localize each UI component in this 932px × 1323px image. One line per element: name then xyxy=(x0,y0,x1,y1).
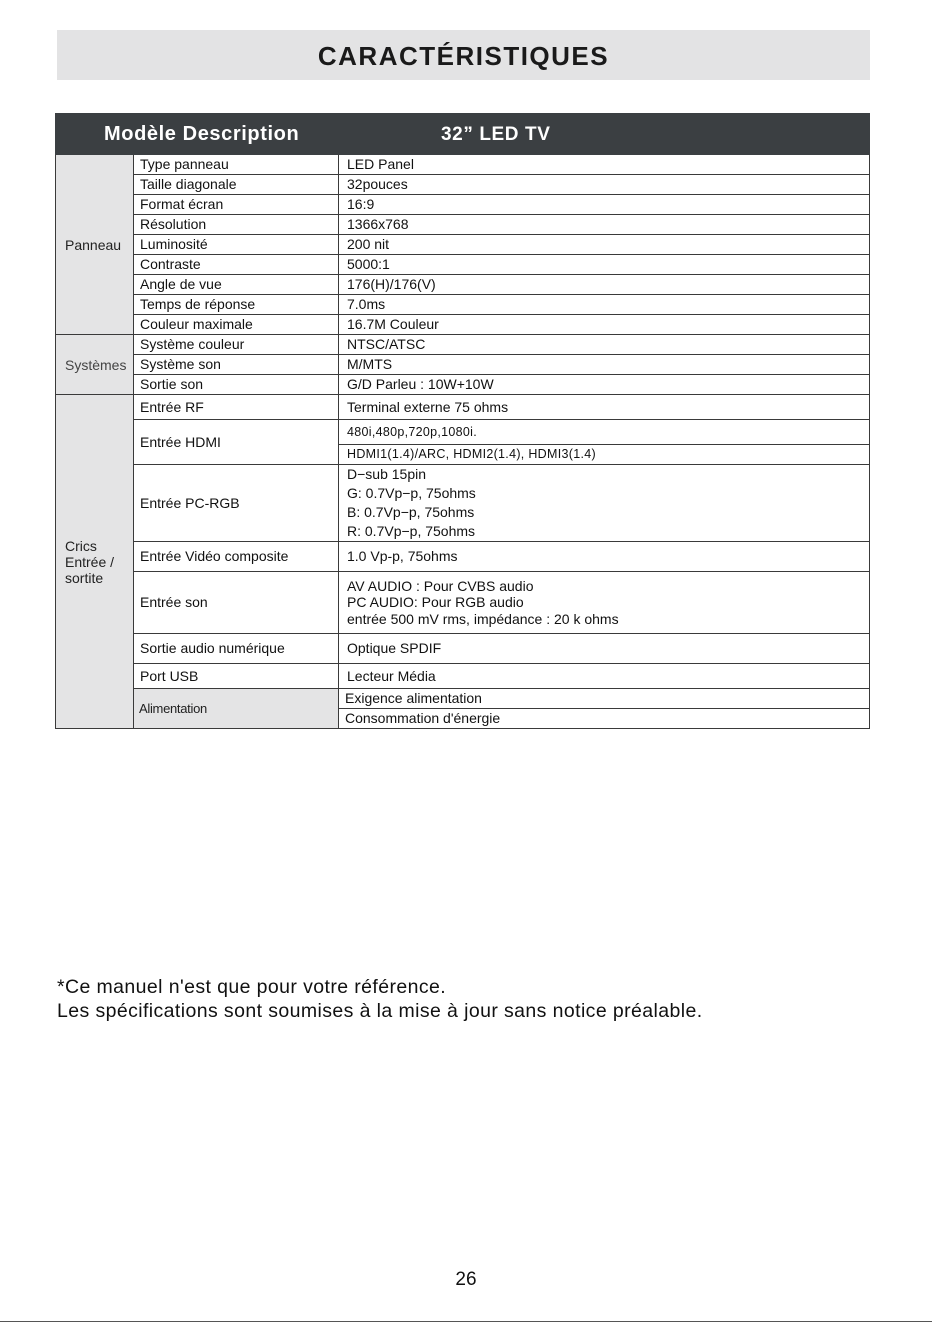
row-value-line: AV AUDIO : Pour CVBS audio xyxy=(347,577,534,594)
page-title: CARACTÉRISTIQUES xyxy=(317,41,610,71)
table-row xyxy=(56,572,870,634)
row-label: Entrée HDMI xyxy=(134,420,339,465)
table-row xyxy=(56,355,870,375)
group-power: Alimentation xyxy=(134,689,339,729)
row-value: 480i,480p,720p,1080i. xyxy=(339,420,870,445)
table-row xyxy=(56,315,870,335)
table-row xyxy=(56,155,870,175)
header-value: 32” LED TV xyxy=(339,114,870,155)
spec-table xyxy=(55,113,870,729)
table-row xyxy=(56,689,870,709)
table-row xyxy=(56,664,870,689)
table-row xyxy=(56,335,870,355)
table-row xyxy=(56,275,870,295)
row-label: Entrée Vidéo composite xyxy=(134,542,339,572)
row-value-multiline xyxy=(339,465,870,542)
row-label: Entrée son xyxy=(134,572,339,634)
row-label: Exigence alimentation xyxy=(339,689,870,709)
table-row xyxy=(56,465,870,542)
row-value: M/MTS xyxy=(339,355,870,375)
table-row xyxy=(56,235,870,255)
header-model: Modèle Description xyxy=(56,114,339,155)
row-label: Entrée PC-RGB xyxy=(134,465,339,542)
row-value-line: D−sub 15pin xyxy=(347,466,427,482)
row-label: Format écran xyxy=(134,195,339,215)
table-row xyxy=(56,175,870,195)
row-value: Terminal externe 75 ohms xyxy=(339,395,870,420)
table-row xyxy=(56,295,870,315)
row-value: LED Panel xyxy=(339,155,870,175)
row-value: Optique SPDIF xyxy=(339,634,870,664)
bottom-rule xyxy=(0,1321,932,1322)
row-label: Couleur maximale xyxy=(134,315,339,335)
row-value-line: R: 0.7Vp−p, 75ohms xyxy=(347,523,476,539)
row-value-line: PC AUDIO: Pour RGB audio xyxy=(347,594,524,611)
group-inputs: Crics Entrée / sortite xyxy=(56,395,134,729)
title-bar xyxy=(57,30,870,80)
row-label: Angle de vue xyxy=(134,275,339,295)
row-label: Type panneau xyxy=(134,155,339,175)
row-value-multiline xyxy=(339,572,870,634)
row-value: 16:9 xyxy=(339,195,870,215)
row-label: Résolution xyxy=(134,215,339,235)
row-value: 32pouces xyxy=(339,175,870,195)
table-row xyxy=(56,634,870,664)
row-label: Taille diagonale xyxy=(134,175,339,195)
page-number: 26 xyxy=(455,1269,477,1290)
row-value-line: entrée 500 mV rms, impédance : 20 k ohms xyxy=(347,610,619,627)
row-value: Lecteur Média xyxy=(339,664,870,689)
table-row xyxy=(56,215,870,235)
footnote-line: *Ce manuel n'est que pour votre référence. xyxy=(57,976,447,998)
group-panel: Panneau xyxy=(56,155,134,335)
row-value-line: G: 0.7Vp−p, 75ohms xyxy=(347,485,476,501)
row-label: Temps de réponse xyxy=(134,295,339,315)
row-value: NTSC/ATSC xyxy=(339,335,870,355)
row-label: Système son xyxy=(134,355,339,375)
row-value: G/D Parleu : 10W+10W xyxy=(339,375,870,395)
row-value-line: B: 0.7Vp−p, 75ohms xyxy=(347,504,475,520)
table-row xyxy=(56,255,870,275)
row-value: 1.0 Vp-p, 75ohms xyxy=(339,542,870,572)
table-row xyxy=(56,195,870,215)
row-label: Contraste xyxy=(134,255,339,275)
row-value: 7.0ms xyxy=(339,295,870,315)
row-value: 176(H)/176(V) xyxy=(339,275,870,295)
row-label: Entrée RF xyxy=(134,395,339,420)
footnote-line: Les spécifications sont soumises à la mise à jour sans notice préalable. xyxy=(57,1000,703,1022)
row-label: Luminosité xyxy=(134,235,339,255)
row-value-2: HDMI1(1.4)/ARC, HDMI2(1.4), HDMI3(1.4) xyxy=(339,445,870,465)
row-value: 1366x768 xyxy=(339,215,870,235)
row-label: Système couleur xyxy=(134,335,339,355)
row-value: 16.7M Couleur xyxy=(339,315,870,335)
row-label: Sortie son xyxy=(134,375,339,395)
row-label: Consommation d'énergie xyxy=(339,709,870,729)
row-value: 200 nit xyxy=(339,235,870,255)
footnote xyxy=(57,975,703,1023)
group-systems: Systèmes xyxy=(56,335,134,395)
table-row xyxy=(56,542,870,572)
table-header xyxy=(56,114,870,155)
row-label: Port USB xyxy=(134,664,339,689)
row-value: 5000:1 xyxy=(339,255,870,275)
table-row xyxy=(56,420,870,445)
table-row xyxy=(56,375,870,395)
row-label: Sortie audio numérique xyxy=(134,634,339,664)
table-row xyxy=(56,395,870,420)
